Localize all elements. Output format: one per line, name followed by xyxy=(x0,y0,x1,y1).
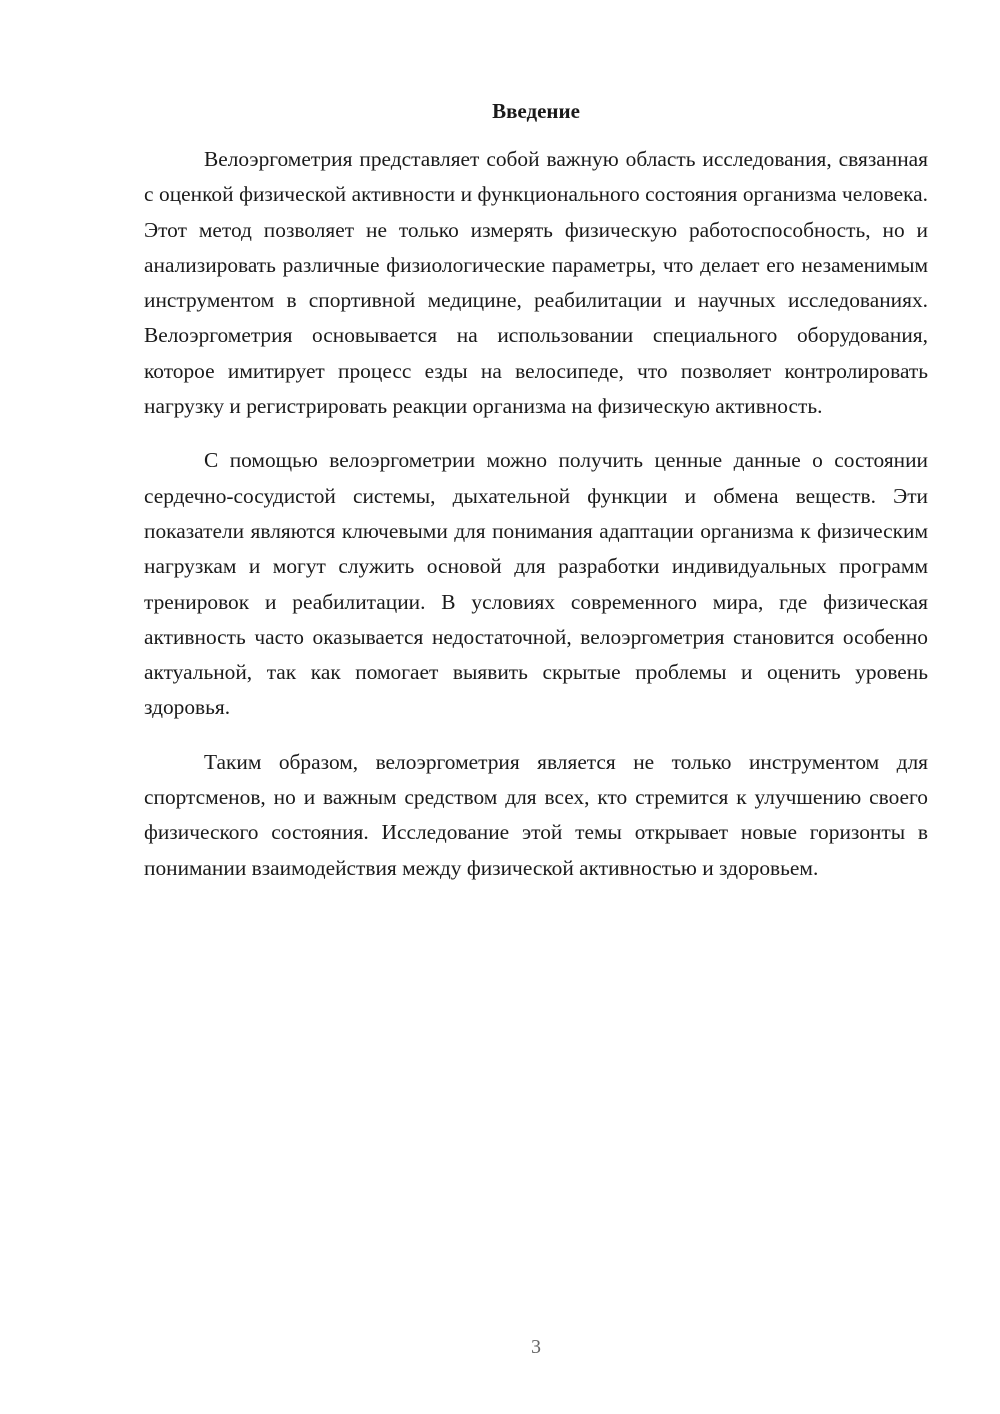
page-number: 3 xyxy=(531,1336,541,1358)
paragraph-2: С помощью велоэргометрии можно получить ценные данные о состоянии сердечно-сосудистой системы, дыхательной функции и обмена веществ. Эти показатели являются ключевыми для понимания адаптации организма к физическим нагрузкам и могут служить основой для разработки индивидуальных программ тренировок и реабилитации. В условиях современного мира, где физическая активность часто оказывается недостаточной, велоэргометрия становится особенно актуальной, так как помогает выявить скрытые проблемы и оценить уровень здоровья. xyxy=(144,448,928,720)
body-text xyxy=(144,142,928,905)
paragraph-3: Таким образом, велоэргометрия является не только инструментом для спортсменов, но и важным средством для всех, кто стремится к улучшению своего физического состояния. Исследование этой темы открывает новые горизонты в понимании взаимодействия между физической активностью и здоровьем. xyxy=(144,749,928,880)
section-title: Введение xyxy=(492,99,580,123)
paragraph-1: Велоэргометрия представляет собой важную область исследования, связанная с оценкой физической активности и функционального состояния организма человека. Этот метод позволяет не только измерять физическую работоспособность, но и анализировать различные физиологические параметры, что делает его незаменимым инструментом в спортивной медицине, реабилитации и научных исследованиях. Велоэргометрия основывается на использовании специального оборудования, которое имитирует процесс езды на велосипеде, что позволяет контролировать нагрузку и регистрировать реакции организма на физическую активность. xyxy=(144,147,928,419)
